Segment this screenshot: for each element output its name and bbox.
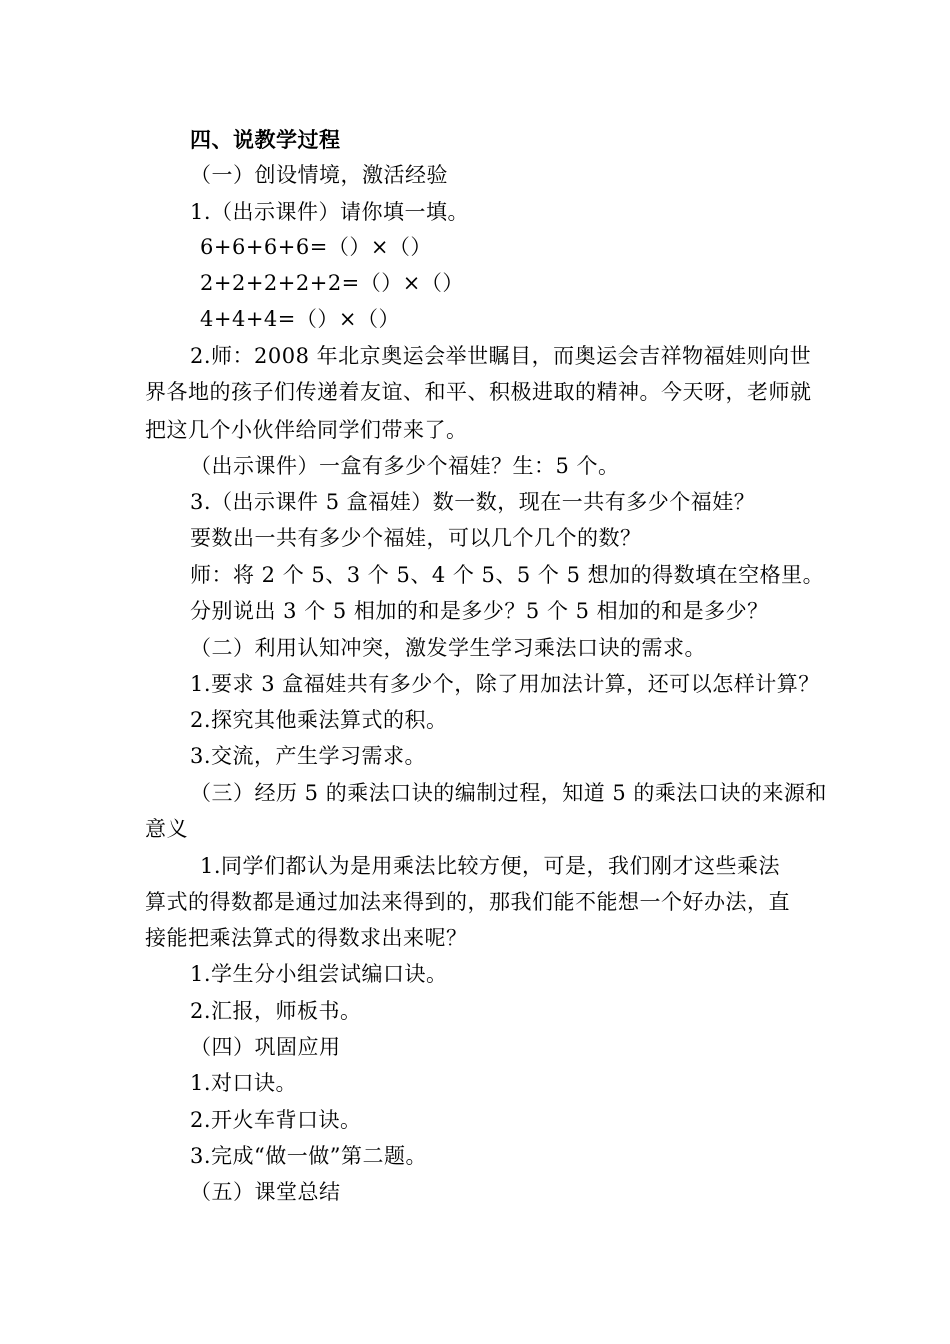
subsection-2: （二）利用认知冲突，激发学生学习乘法口诀的需求。 [190,636,706,660]
paragraph: 1.（出示课件）请你填一填。 [190,200,470,224]
section-heading: 四、说教学过程 [190,127,341,152]
paragraph: 2.汇报，师板书。 [190,999,362,1023]
paragraph: 把这几个小伙伴给同学们带来了。 [145,418,468,442]
subsection-4: （四）巩固应用 [190,1035,341,1059]
paragraph: 3.交流，产生学习需求。 [190,744,427,768]
paragraph: 1.同学们都认为是用乘法比较方便，可是，我们刚才这些乘法 [200,854,781,878]
paragraph: 2.开火车背口诀。 [190,1108,362,1132]
paragraph: 意义 [145,817,188,841]
subsection-5: （五）课堂总结 [190,1180,341,1204]
paragraph: 界各地的孩子们传递着友谊、和平、积极进取的精神。今天呀，老师就 [145,380,812,404]
paragraph: （出示课件）一盒有多少个福娃？生：5 个。 [190,454,620,478]
paragraph: 师：将 2 个 5、3 个 5、4 个 5、5 个 5 想加的得数填在空格里。 [190,563,825,587]
paragraph: 1.学生分小组尝试编口诀。 [190,962,448,986]
paragraph: 分别说出 3 个 5 相加的和是多少？5 个 5 相加的和是多少？ [190,599,769,623]
equation: 4+4+4=（）×（） [200,307,400,331]
equation: 6+6+6+6=（）×（） [200,235,432,259]
paragraph: 1.要求 3 盒福娃共有多少个，除了用加法计算，还可以怎样计算？ [190,672,820,696]
paragraph: 要数出一共有多少个福娃，可以几个几个的数？ [190,526,642,550]
paragraph: 接能把乘法算式的得数求出来呢？ [145,926,468,950]
subsection-1: （一）创设情境，激活经验 [190,163,448,187]
paragraph: 3.（出示课件 5 盒福娃）数一数，现在一共有多少个福娃？ [190,490,756,514]
paragraph: 2.探究其他乘法算式的积。 [190,708,448,732]
paragraph: 1.对口诀。 [190,1071,298,1095]
paragraph: 算式的得数都是通过加法来得到的，那我们能不能想一个好办法，直 [145,890,790,914]
equation: 2+2+2+2+2=（）×（） [200,271,464,295]
paragraph: 3.完成“做一做”第二题。 [190,1144,428,1168]
subsection-3: （三）经历 5 的乘法口诀的编制过程，知道 5 的乘法口诀的来源和 [190,781,827,805]
paragraph: 2.师：2008 年北京奥运会举世瞩目，而奥运会吉祥物福娃则向世 [190,344,812,368]
